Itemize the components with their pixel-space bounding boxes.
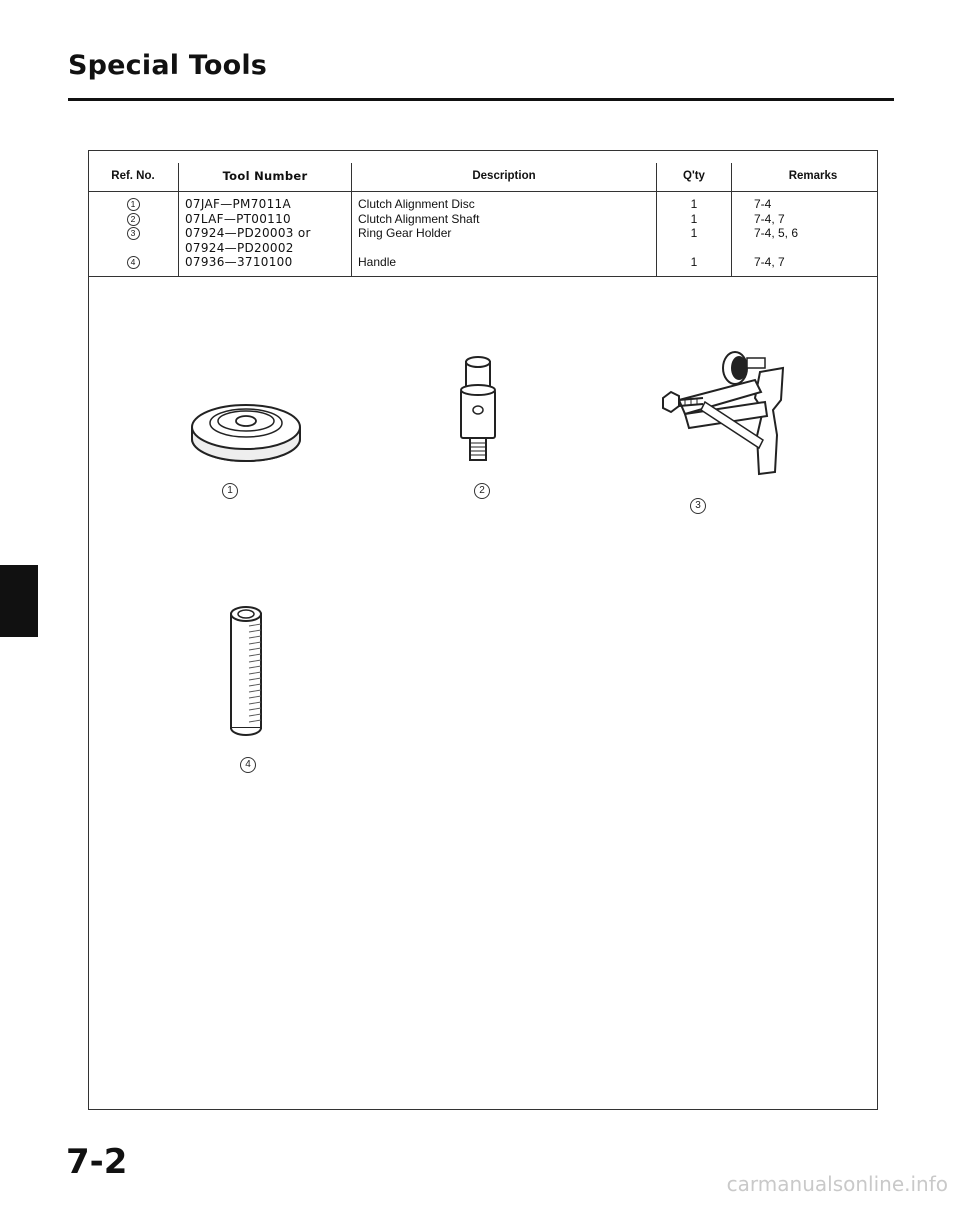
ref-no-4: 4	[127, 256, 140, 269]
ref-no-cell	[88, 192, 179, 277]
header-remarks: Remarks	[732, 163, 879, 192]
tool-number-2: 07LAF—PT00110	[185, 211, 291, 226]
qty-4: 1	[690, 255, 698, 269]
qty-2: 1	[690, 211, 698, 226]
description-cell	[352, 192, 657, 277]
tool-number-3: 07924—PD20003 or	[185, 226, 311, 240]
remarks-blank	[754, 241, 872, 256]
header-qty: Q'ty	[657, 163, 732, 192]
ref-no-2: 2	[127, 213, 140, 226]
page-number: 7-2	[66, 1142, 128, 1182]
tool-label-3: 3	[690, 498, 706, 514]
description-3: Ring Gear Holder	[358, 226, 452, 240]
qty-blank	[663, 241, 725, 256]
tool-number-cell	[179, 192, 352, 277]
table-header-row	[88, 163, 878, 192]
tool-number-4: 07936—3710100	[185, 255, 293, 269]
remarks-1: 7-4	[754, 197, 772, 211]
description-4: Handle	[358, 255, 397, 269]
remarks-3: 7-4, 5, 6	[754, 226, 799, 240]
header-ref-no: Ref. No.	[88, 163, 179, 192]
description-1: Clutch Alignment Disc	[358, 197, 475, 211]
ref-no-blank	[94, 241, 172, 256]
description-blank	[358, 241, 650, 256]
tool-label-4: 4	[240, 757, 256, 773]
header-tool-number: Tool Number	[179, 163, 352, 192]
qty-3: 1	[690, 226, 698, 240]
remarks-2: 7-4, 7	[754, 211, 785, 226]
remarks-cell	[732, 192, 879, 277]
clutch-alignment-shaft-icon	[452, 350, 508, 470]
qty-1: 1	[690, 197, 698, 211]
tool-label-1: 1	[222, 483, 238, 499]
description-2: Clutch Alignment Shaft	[358, 211, 480, 226]
section-tab	[0, 565, 38, 637]
ref-no-1: 1	[127, 198, 140, 211]
handle-icon	[225, 600, 271, 740]
table-row	[88, 192, 878, 277]
tools-table	[88, 163, 878, 277]
remarks-4: 7-4, 7	[754, 255, 785, 269]
tool-number-1: 07JAF—PM7011A	[185, 197, 291, 211]
ref-no-3: 3	[127, 227, 140, 240]
tool-label-2: 2	[474, 483, 490, 499]
tools-frame	[88, 150, 878, 1110]
title-rule	[68, 98, 894, 101]
watermark: carmanualsonline.info	[726, 1172, 948, 1196]
ring-gear-holder-icon	[655, 340, 795, 480]
qty-cell	[657, 192, 732, 277]
clutch-alignment-disc-icon	[185, 383, 307, 473]
header-description: Description	[352, 163, 657, 192]
page-title: Special Tools	[68, 50, 268, 81]
tool-number-3-alt: 07924—PD20002	[185, 240, 294, 255]
